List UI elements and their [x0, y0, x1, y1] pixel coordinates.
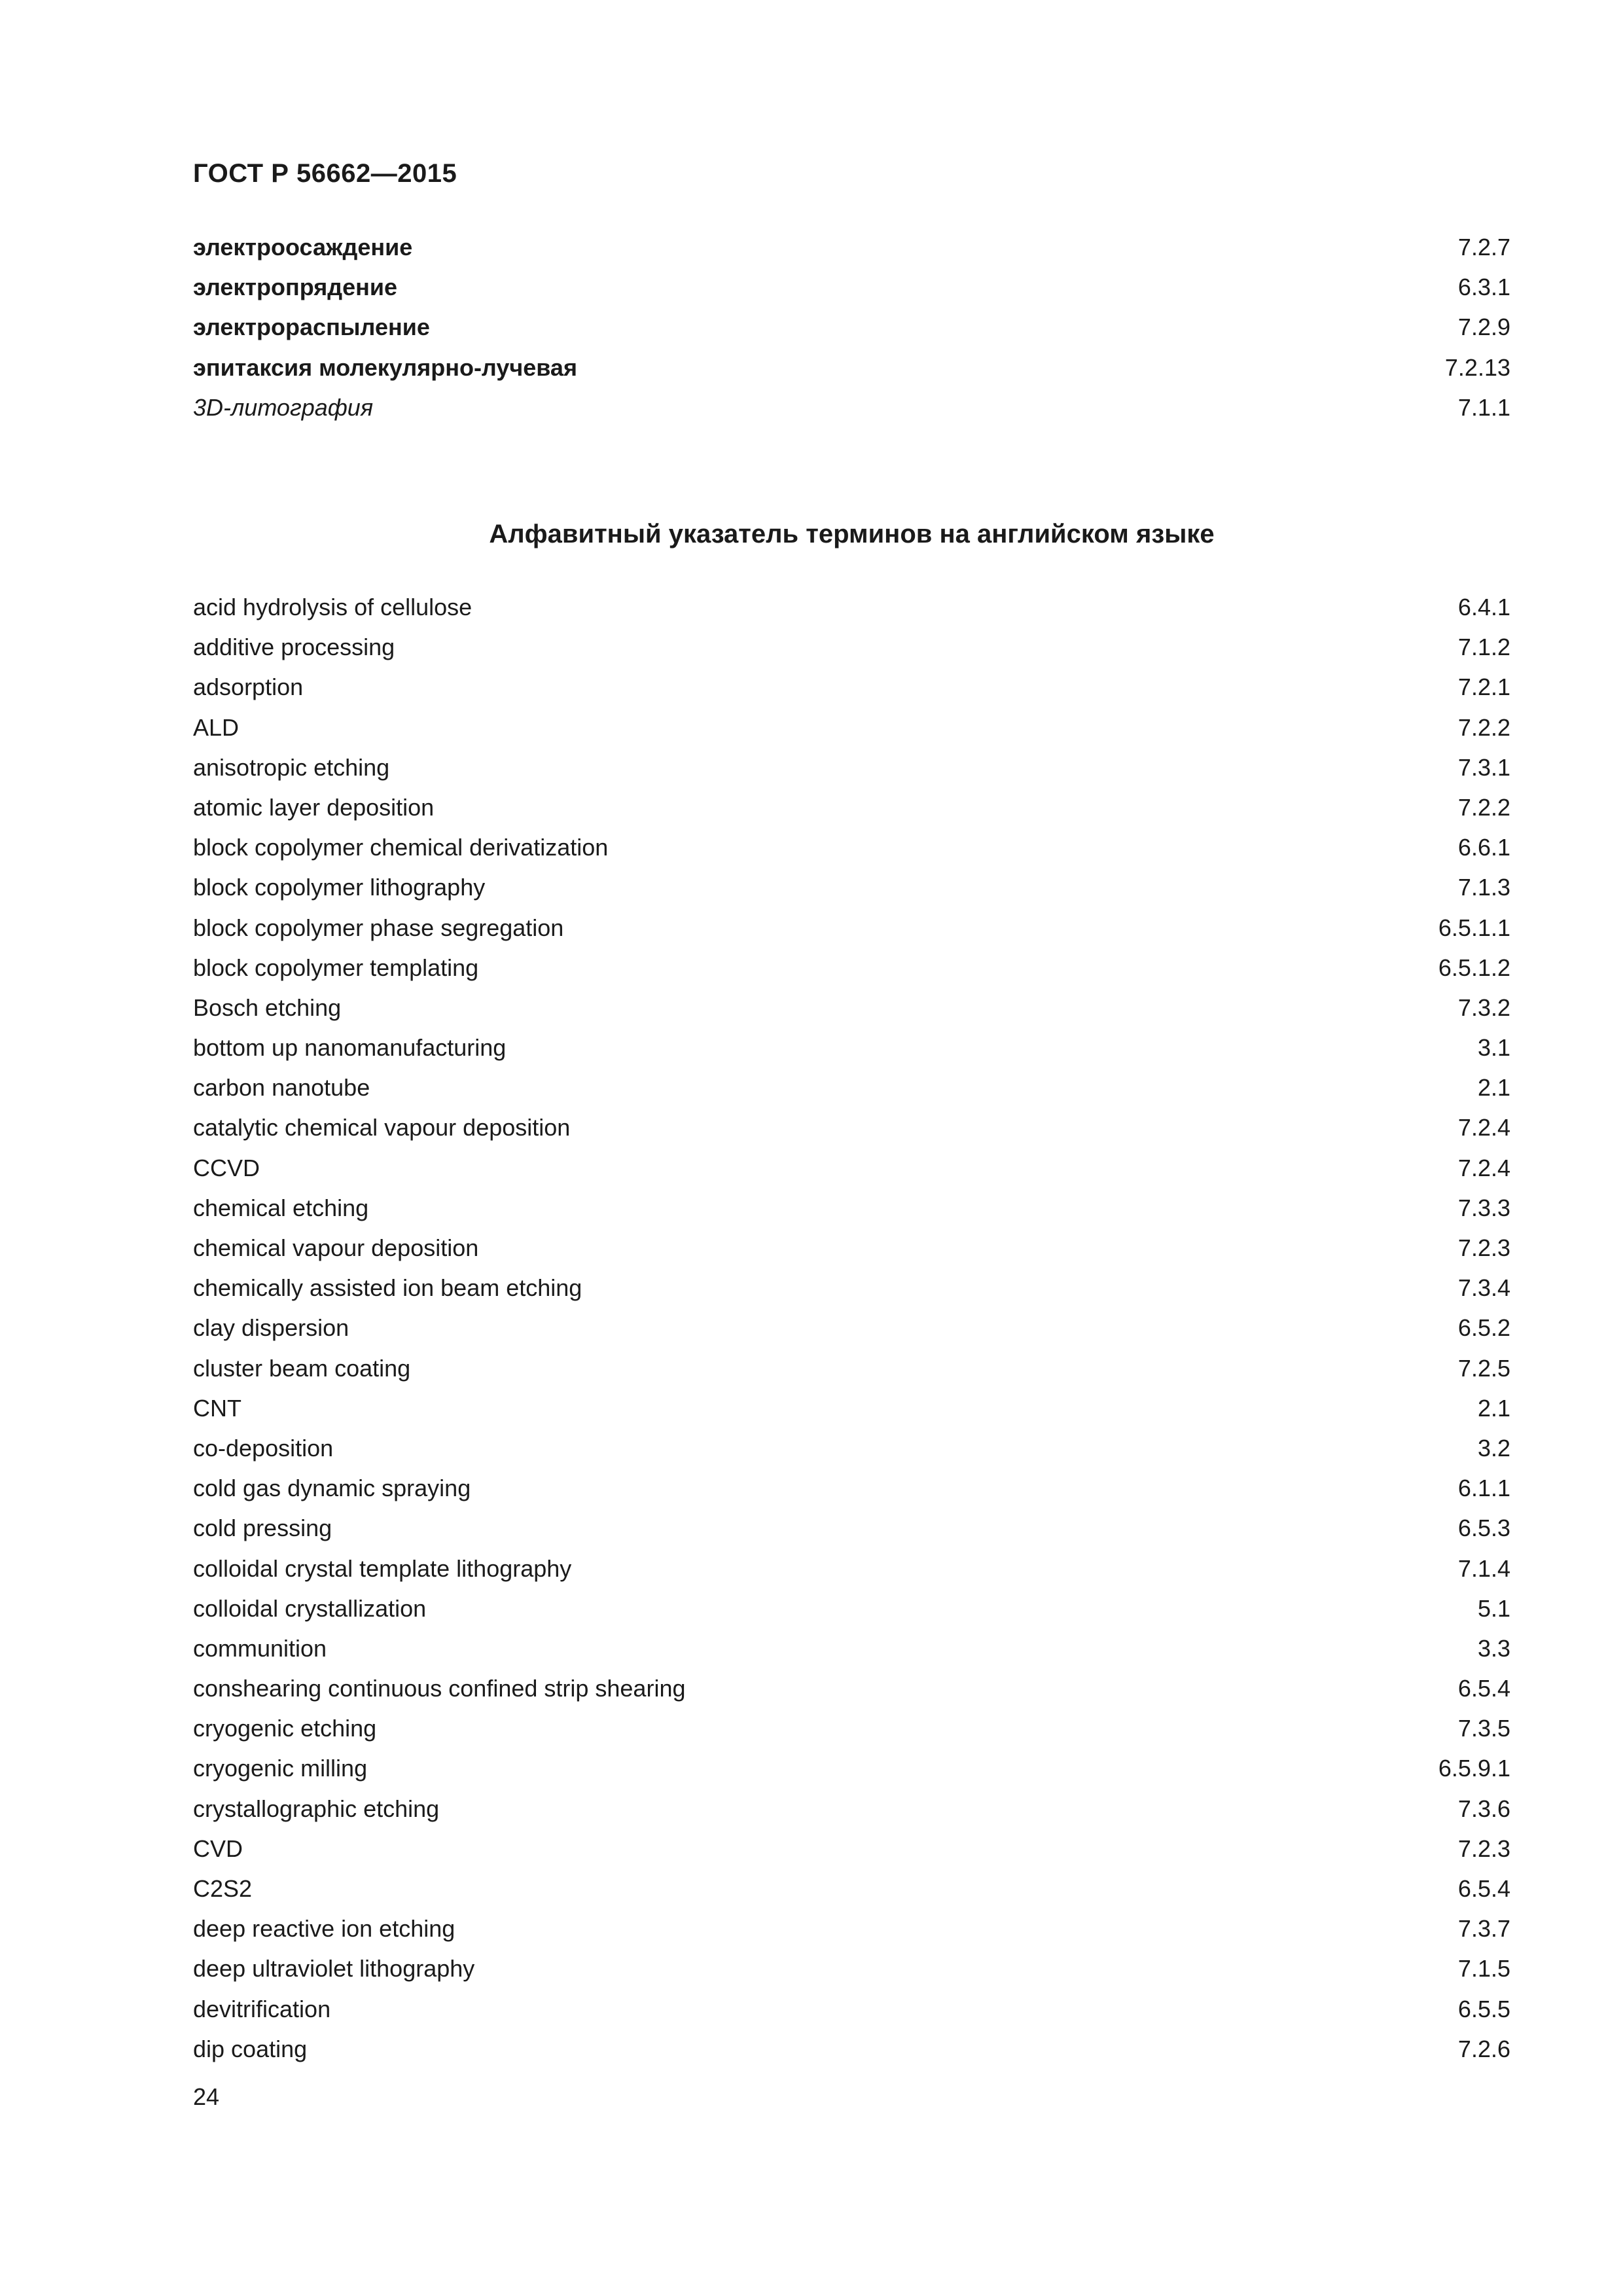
index-entry — [193, 1869, 1510, 1909]
index-entry — [193, 387, 1510, 427]
index-entry — [193, 988, 1510, 1028]
index-reference: 2.1 — [1477, 1394, 1510, 1422]
index-entry — [193, 827, 1510, 867]
index-term: dip coating — [193, 2035, 308, 2062]
index-term: acid hydrolysis of cellulose — [193, 594, 473, 620]
index-term: C2S2 — [193, 1875, 253, 1902]
index-term: эпитаксия молекулярно-лучевая — [193, 353, 577, 381]
index-term: chemically assisted ion beam etching — [193, 1274, 582, 1302]
index-term: carbon nanotube — [193, 1074, 370, 1102]
index-entry — [193, 1549, 1510, 1588]
index-term: cryogenic etching — [193, 1715, 377, 1742]
index-entry — [193, 1388, 1510, 1428]
index-reference: 6.5.1.2 — [1438, 954, 1510, 981]
index-term: CVD — [193, 1835, 243, 1862]
index-reference: 7.1.5 — [1457, 1955, 1510, 1982]
index-entry — [193, 708, 1510, 747]
index-reference: 7.2.2 — [1457, 793, 1510, 821]
index-entry — [193, 1228, 1510, 1268]
index-term: электроосаждение — [193, 234, 413, 260]
index-term: cluster beam coating — [193, 1354, 411, 1382]
document-header: ГОСТ Р 56662—2015 — [193, 159, 457, 188]
index-reference: 7.3.4 — [1457, 1274, 1510, 1302]
index-reference: 6.1.1 — [1457, 1475, 1510, 1502]
index-entry — [193, 1468, 1510, 1508]
index-entry — [193, 1148, 1510, 1188]
index-reference: 7.3.3 — [1457, 1194, 1510, 1221]
index-reference: 7.1.3 — [1457, 874, 1510, 901]
index-term: devitrification — [193, 1995, 331, 2022]
index-entry — [193, 1909, 1510, 1948]
index-entry — [193, 948, 1510, 988]
index-reference: 7.2.4 — [1457, 1114, 1510, 1141]
index-reference: 5.1 — [1477, 1594, 1510, 1622]
index-entry — [193, 1028, 1510, 1067]
index-term: communition — [193, 1634, 327, 1662]
index-entry — [193, 1628, 1510, 1668]
index-reference: 6.5.2 — [1457, 1314, 1510, 1342]
index-entry — [193, 1508, 1510, 1548]
index-reference: 7.2.5 — [1457, 1354, 1510, 1382]
index-reference: 7.2.6 — [1457, 2035, 1510, 2062]
index-reference: 7.3.2 — [1457, 994, 1510, 1021]
index-term: crystallographic etching — [193, 1795, 440, 1822]
index-entry — [193, 2029, 1510, 2069]
index-entry — [193, 1067, 1510, 1107]
index-entry — [193, 747, 1510, 787]
index-reference: 7.2.4 — [1457, 1154, 1510, 1181]
index-entry — [193, 1829, 1510, 1869]
index-reference: 3.3 — [1477, 1634, 1510, 1662]
index-entry — [193, 227, 1510, 267]
index-entry — [193, 1748, 1510, 1788]
index-entry — [193, 1948, 1510, 1988]
index-term: электропрядение — [193, 274, 398, 301]
index-entry — [193, 1789, 1510, 1829]
index-entry — [193, 587, 1510, 627]
index-reference: 3.2 — [1477, 1434, 1510, 1462]
index-reference: 7.2.3 — [1457, 1835, 1510, 1862]
index-reference: 6.5.5 — [1457, 1995, 1510, 2022]
index-reference: 6.5.1.1 — [1438, 914, 1510, 941]
index-entry — [193, 1348, 1510, 1388]
index-entry — [193, 627, 1510, 667]
page-number: 24 — [193, 2083, 220, 2110]
index-term: bottom up nanomanufacturing — [193, 1034, 507, 1062]
index-reference: 7.2.7 — [1457, 234, 1510, 260]
index-reference: 7.1.2 — [1457, 634, 1510, 661]
index-term: colloidal crystal template lithography — [193, 1554, 572, 1582]
index-term: deep reactive ion etching — [193, 1915, 455, 1943]
index-entry — [193, 1708, 1510, 1748]
index-term: CNT — [193, 1394, 241, 1422]
index-entry — [193, 1668, 1510, 1708]
index-term: cold gas dynamic spraying — [193, 1475, 471, 1502]
index-term: deep ultraviolet lithography — [193, 1955, 475, 1982]
index-term: 3D-литография — [193, 393, 374, 421]
index-reference: 7.3.6 — [1457, 1795, 1510, 1822]
index-term: colloidal crystallization — [193, 1594, 427, 1622]
index-term: block copolymer templating — [193, 954, 479, 981]
section-title: Алфавитный указатель терминов на английском языке — [489, 520, 1215, 548]
index-entry — [193, 667, 1510, 707]
index-reference: 6.6.1 — [1457, 834, 1510, 861]
index-reference: 6.3.1 — [1457, 274, 1510, 301]
index-reference: 7.2.9 — [1457, 314, 1510, 341]
index-reference: 2.1 — [1477, 1074, 1510, 1102]
index-reference: 7.3.7 — [1457, 1915, 1510, 1943]
index-term: anisotropic etching — [193, 753, 390, 781]
index-reference: 3.1 — [1477, 1034, 1510, 1062]
index-entry — [193, 1588, 1510, 1628]
index-entry — [193, 908, 1510, 948]
index-reference: 6.5.3 — [1457, 1515, 1510, 1542]
index-reference: 7.3.1 — [1457, 753, 1510, 781]
index-term: adsorption — [193, 673, 304, 701]
index-entry — [193, 787, 1510, 827]
index-term: cryogenic milling — [193, 1755, 368, 1782]
index-reference: 7.1.1 — [1457, 393, 1510, 421]
index-entry — [193, 307, 1510, 347]
index-term: CCVD — [193, 1154, 260, 1181]
index-reference: 7.2.13 — [1444, 353, 1510, 381]
index-term: chemical etching — [193, 1194, 369, 1221]
index-term: clay dispersion — [193, 1314, 349, 1342]
index-entry — [193, 867, 1510, 907]
index-term: catalytic chemical vapour deposition — [193, 1114, 571, 1141]
index-entry — [193, 1107, 1510, 1147]
index-term: block copolymer chemical derivatization — [193, 834, 609, 861]
index-entry — [193, 1188, 1510, 1228]
index-entry — [193, 1428, 1510, 1468]
index-term: block copolymer lithography — [193, 874, 486, 901]
index-entry — [193, 1308, 1510, 1348]
index-term: Bosch etching — [193, 994, 342, 1021]
index-reference: 6.5.4 — [1457, 1675, 1510, 1702]
index-term: электрораспыление — [193, 314, 430, 341]
index-reference: 7.1.4 — [1457, 1554, 1510, 1582]
index-term: additive processing — [193, 634, 395, 661]
index-term: cold pressing — [193, 1515, 332, 1542]
index-entry — [193, 267, 1510, 307]
russian-term-index — [193, 227, 1510, 427]
index-term: atomic layer deposition — [193, 793, 435, 821]
index-term: ALD — [193, 713, 240, 741]
index-term: co-deposition — [193, 1434, 334, 1462]
index-reference: 7.3.5 — [1457, 1715, 1510, 1742]
index-reference: 6.4.1 — [1457, 594, 1510, 620]
index-term: block copolymer phase segregation — [193, 914, 564, 941]
index-reference: 7.2.2 — [1457, 713, 1510, 741]
index-reference: 6.5.9.1 — [1438, 1755, 1510, 1782]
index-entry — [193, 348, 1510, 387]
index-term: chemical vapour deposition — [193, 1234, 479, 1261]
index-reference: 6.5.4 — [1457, 1875, 1510, 1902]
index-entry — [193, 1989, 1510, 2029]
english-term-index — [193, 587, 1510, 2069]
index-term: conshearing continuous confined strip shearing — [193, 1675, 686, 1702]
index-reference: 7.2.3 — [1457, 1234, 1510, 1261]
index-entry — [193, 1268, 1510, 1308]
index-reference: 7.2.1 — [1457, 673, 1510, 701]
